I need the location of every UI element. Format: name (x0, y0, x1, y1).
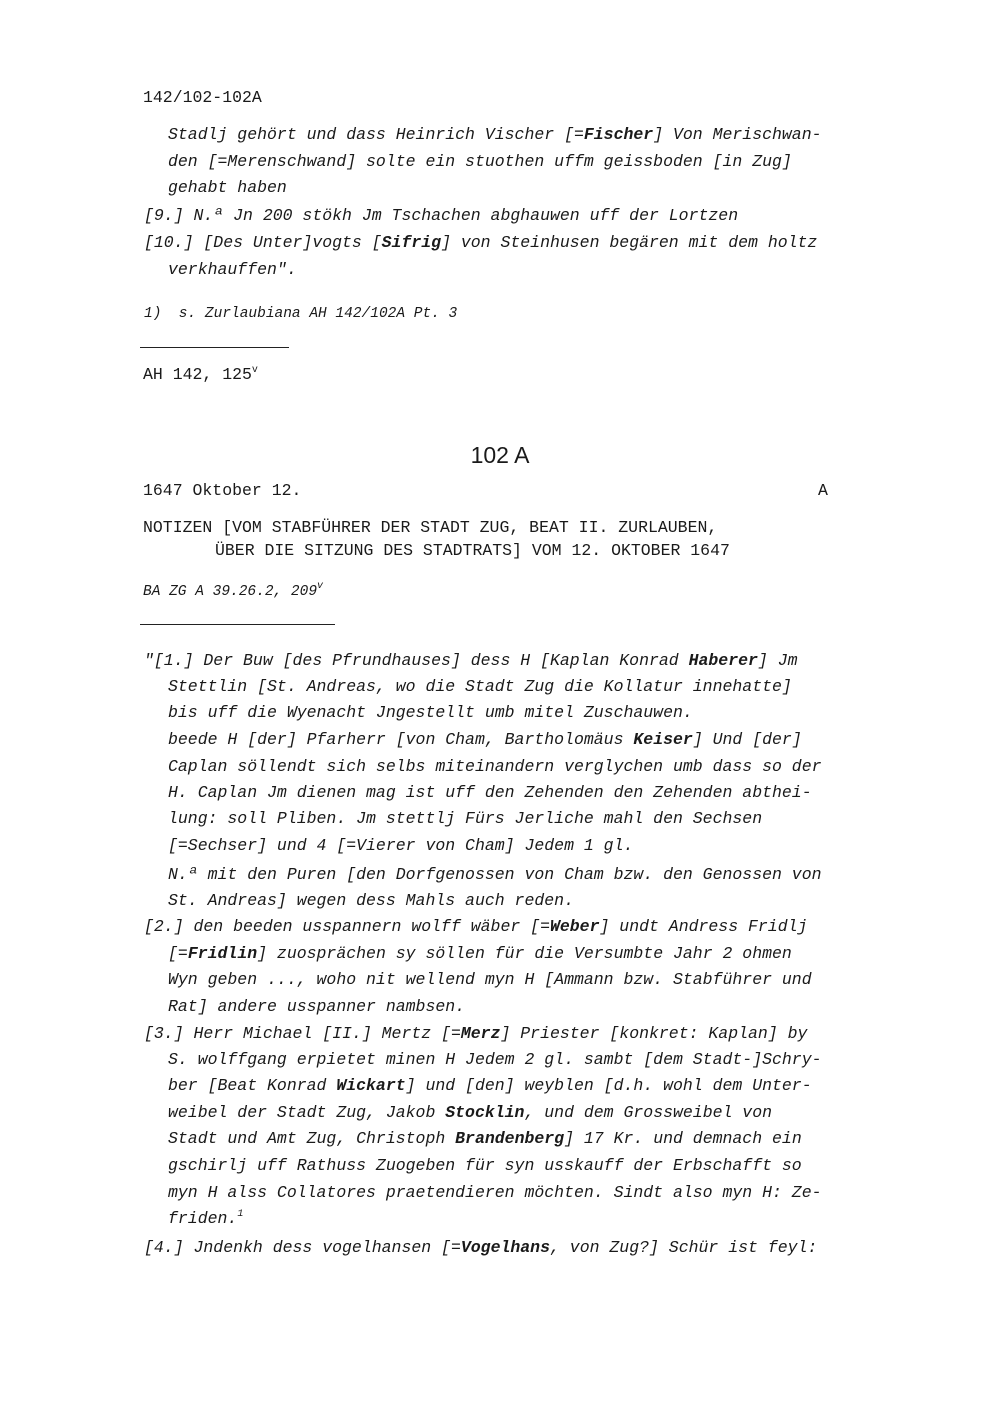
text-segment: ] und [den] weyblen [d.h. wohl dem Unter- (405, 1076, 812, 1095)
text-segment: Stadt und Amt Zug, Christoph (168, 1129, 456, 1148)
bold-name: Keiser (633, 730, 693, 749)
text-segment: lung: soll Pliben. Jm stettlj Fürs Jerliche mahl den Sechsen (168, 809, 763, 828)
text-line (168, 1126, 802, 1152)
text-segment: den [=Merenschwand] solte ein stuothen uffm geissboden [in Zug] (168, 152, 792, 171)
text-segment: ] Priester [konkret: Kaplan] by (500, 1024, 808, 1043)
entry-source-text: BA ZG A 39.26.2, 209 (143, 584, 318, 600)
text-line (168, 806, 762, 832)
text-segment: [= (168, 944, 188, 963)
text-segment: [9.] N.ª Jn 200 stökh Jm Tschachen abghauwen uff der Lortzen (144, 206, 739, 225)
bold-name: Wickart (336, 1076, 406, 1095)
text-segment: , von Zug?] Schür ist feyl: (549, 1238, 818, 1257)
text-segment: beede H [der] Pfarherr [von Cham, Bartholomäus (168, 730, 634, 749)
entry-source (143, 579, 323, 605)
entry-source-sup: v (317, 581, 324, 592)
text-segment: Rat] andere usspanner nambsen. (168, 997, 466, 1016)
text-segment: Stadlj gehört und dass Heinrich Vischer [= (168, 125, 584, 144)
archive-source (143, 362, 258, 388)
text-segment: [2.] den beeden usspannern wolff wäber [= (144, 917, 550, 936)
text-line (168, 941, 792, 967)
bold-name: Merz (460, 1024, 501, 1043)
text-line (144, 1021, 807, 1047)
text-line (168, 1206, 243, 1232)
text-segment: Wyn geben ..., woho nit wellend myn H [Ammann bzw. Stabführer und (168, 970, 812, 989)
text-line (168, 1153, 802, 1179)
text-line (168, 1047, 822, 1073)
divider (140, 347, 289, 348)
text-segment: gehabt haben (168, 178, 287, 197)
bold-name: Haberer (688, 651, 758, 670)
bold-name: Vogelhans (460, 1238, 550, 1257)
text-segment: , und dem Grossweibel von (524, 1103, 773, 1122)
text-line (168, 780, 812, 806)
page-reference: 142/102-102A (143, 88, 262, 107)
divider (140, 624, 335, 625)
text-segment: bis uff die Wyenacht Jngestellt umb mitel Zuschauwen. (168, 703, 693, 722)
text-segment: ] Von Merischwan- (653, 125, 822, 144)
text-segment: [3.] Herr Michael [II.] Mertz [= (144, 1024, 461, 1043)
text-line (168, 754, 822, 780)
text-segment: friden. (168, 1209, 238, 1228)
archive-source-sup: v (251, 365, 258, 376)
text-line (168, 967, 812, 993)
entry-title-line-2: ÜBER DIE SITZUNG DES STADTRATS] VOM 12. OKTOBER 1647 (215, 541, 730, 560)
text-segment: ] zuosprächen sy söllen für die Versumbte Jahr 2 ohmen (257, 944, 792, 963)
text-line (144, 914, 807, 940)
text-line (144, 1235, 817, 1261)
text-line (168, 1073, 812, 1099)
entry-title-line-1: NOTIZEN [VOM STABFÜHRER DER STADT ZUG, BEAT II. ZURLAUBEN, (143, 518, 718, 537)
bold-name: Weber (549, 917, 600, 936)
text-line (168, 862, 822, 888)
bold-name: Sifrig (381, 233, 442, 252)
text-line (168, 833, 633, 859)
text-line (168, 1180, 822, 1206)
text-segment: [=Sechser] und 4 [=Vierer von Cham] Jedem 1 gl. (168, 836, 634, 855)
text-segment: gschirlj uff Rathuss Zuogeben für syn usskauff der Erbschafft so (168, 1156, 802, 1175)
entry-date: 1647 Oktober 12. (143, 481, 302, 500)
text-line (168, 122, 822, 148)
bold-name: Stocklin (445, 1103, 525, 1122)
entry-letter: A (818, 481, 828, 500)
text-segment: myn H alss Collatores praetendieren möchten. Sindt also myn H: Ze- (168, 1183, 822, 1202)
text-line (168, 700, 693, 726)
text-line (168, 1100, 772, 1126)
footnote-marker: 1 (237, 1209, 244, 1220)
text-segment: weibel der Stadt Zug, Jakob (168, 1103, 446, 1122)
text-line (168, 257, 297, 283)
text-segment: St. Andreas] wegen dess Mahls auch reden. (168, 891, 574, 910)
text-line (144, 203, 738, 229)
text-segment: ] Jm (757, 651, 798, 670)
text-line (168, 727, 802, 753)
text-segment: "[1.] Der Buw [des Pfrundhauses] dess H [Kaplan Konrad (144, 651, 689, 670)
text-line (168, 888, 574, 914)
text-line (168, 149, 792, 175)
entry-number: 102 A (470, 442, 530, 468)
text-segment: verkhauffen". (168, 260, 297, 279)
text-segment: [4.] Jndenkh dess vogelhansen [= (144, 1238, 461, 1257)
text-segment: [10.] [Des Unter]vogts [ (144, 233, 382, 252)
text-line (144, 648, 798, 674)
text-segment: ber [Beat Konrad (168, 1076, 337, 1095)
footnote: 1) s. Zurlaubiana AH 142/102A Pt. 3 (144, 306, 458, 322)
text-segment: ] Und [der] (692, 730, 802, 749)
text-segment: N.ª mit den Puren [den Dorfgenossen von Cham bzw. den Genossen von (168, 865, 822, 884)
text-segment: H. Caplan Jm dienen mag ist uff den Zehenden den Zehenden abthei- (168, 783, 812, 802)
text-segment: ] 17 Kr. und demnach ein (564, 1129, 802, 1148)
bold-name: Brandenberg (455, 1129, 565, 1148)
text-segment: S. wolffgang erpietet minen H Jedem 2 gl. sambt [dem Stadt-]Schry- (168, 1050, 822, 1069)
text-line (168, 994, 465, 1020)
text-line (168, 674, 792, 700)
text-segment: ] von Steinhusen begären mit dem holtz (441, 233, 818, 252)
archive-source-text: AH 142, 125 (143, 365, 252, 384)
bold-name: Fischer (583, 125, 654, 144)
text-line (144, 230, 817, 256)
text-segment: ] undt Andress Fridlj (599, 917, 808, 936)
bold-name: Fridlin (187, 944, 258, 963)
text-line (168, 175, 287, 201)
text-segment: Caplan söllendt sich selbs miteinandern verglychen umb dass so der (168, 757, 822, 776)
text-segment: Stettlin [St. Andreas, wo die Stadt Zug die Kollatur innehatte] (168, 677, 792, 696)
